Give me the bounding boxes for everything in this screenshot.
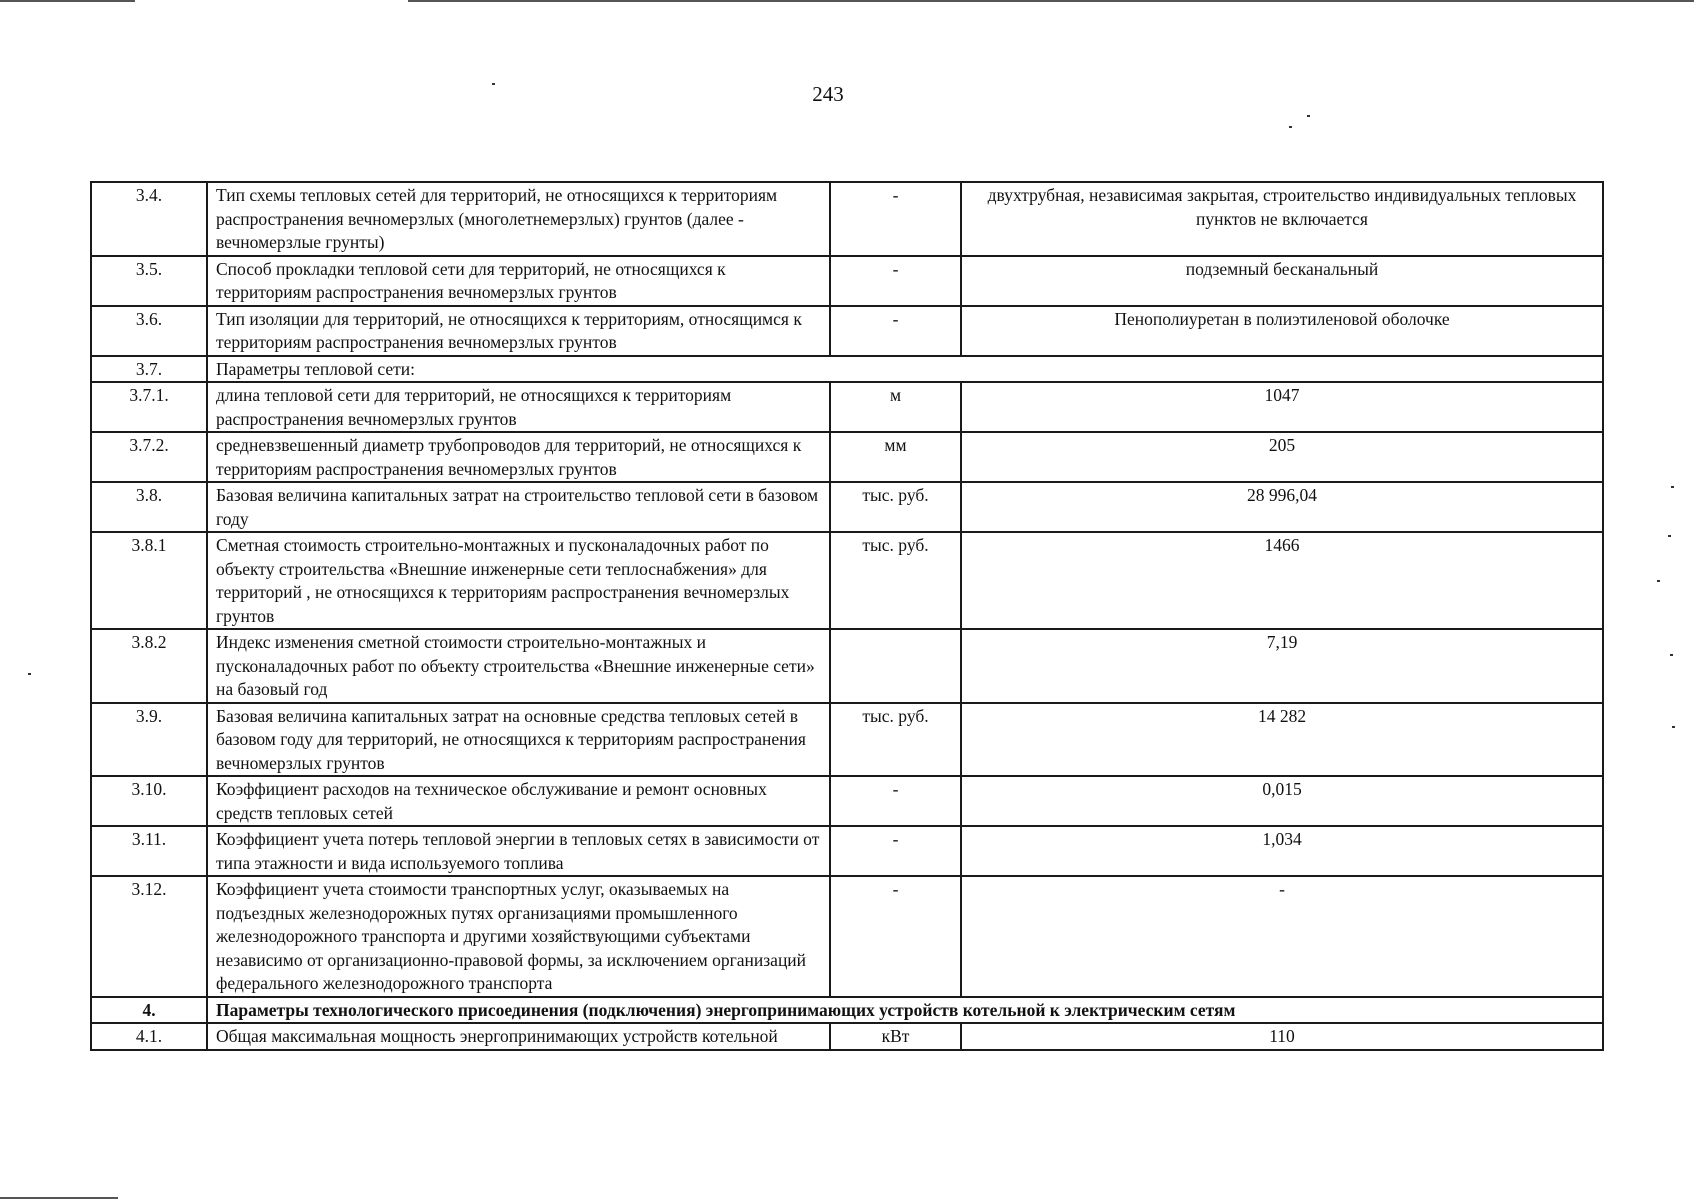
row-unit: тыс. руб. [830, 482, 961, 532]
row-description: Тип схемы тепловых сетей для территорий, не относящихся к территориям распространения вечномерзлых (многолетнемерзлых) грунтов (далее - вечномерзлые грунты) [207, 182, 830, 256]
row-value: 28 996,04 [961, 482, 1603, 532]
row-description: Параметры тепловой сети: [207, 356, 1603, 383]
row-number: 3.8.2 [91, 629, 207, 703]
table-row [91, 182, 1603, 256]
row-number: 4.1. [91, 1023, 207, 1050]
row-number: 3.7.1. [91, 382, 207, 432]
row-description: Коэффициент учета потерь тепловой энергии в тепловых сетях в зависимости от типа этажности и вида используемого топлива [207, 826, 830, 876]
row-description: длина тепловой сети для территорий, не относящихся к территориям распространения вечномерзлых грунтов [207, 382, 830, 432]
table-row-group-heading [91, 356, 1603, 383]
row-number: 3.12. [91, 876, 207, 997]
row-unit: - [830, 776, 961, 826]
row-description: Сметная стоимость строительно-монтажных и пусконаладочных работ по объекту строительства «Внешние инженерные сети теплоснабжения» для территорий , не относящихся к территориям распространения вечномерзлых грунтов [207, 532, 830, 629]
row-number: 3.4. [91, 182, 207, 256]
table-row [91, 382, 1603, 432]
row-value: двухтрубная, независимая закрытая, строительство индивидуальных тепловых пунктов не включается [961, 182, 1603, 256]
row-value: 205 [961, 432, 1603, 482]
row-description: Общая максимальная мощность энергопринимающих устройств котельной [207, 1023, 830, 1050]
row-description: Базовая величина капитальных затрат на строительство тепловой сети в базовом году [207, 482, 830, 532]
row-number: 3.8.1 [91, 532, 207, 629]
scan-speck [1289, 126, 1292, 128]
section-title: Параметры технологического присоединения (подключения) энергопринимающих устройств котельной к электрическим сетям [207, 997, 1603, 1024]
table-row [91, 306, 1603, 356]
scan-speck [1672, 726, 1675, 728]
row-description: Коэффициент учета стоимости транспортных услуг, оказываемых на подъездных железнодорожных путях организациями промышленного железнодорожного транспорта и другими хозяйствующими субъектами независимо от организационно-правовой формы, за исключением организаций федерального железнодорожного транспорта [207, 876, 830, 997]
row-value: 0,015 [961, 776, 1603, 826]
row-number: 3.9. [91, 703, 207, 777]
row-unit: тыс. руб. [830, 703, 961, 777]
table-row [91, 1023, 1603, 1050]
row-unit: кВт [830, 1023, 961, 1050]
row-number: 3.11. [91, 826, 207, 876]
row-number: 3.5. [91, 256, 207, 306]
row-value: 1466 [961, 532, 1603, 629]
row-description: Способ прокладки тепловой сети для территорий, не относящихся к территориям распространения вечномерзлых грунтов [207, 256, 830, 306]
row-description: Тип изоляции для территорий, не относящихся к территориям, относящимся к территориям распространения вечномерзлых грунтов [207, 306, 830, 356]
row-value: 7,19 [961, 629, 1603, 703]
scan-speck [1307, 115, 1310, 117]
scan-speck [28, 673, 31, 675]
row-description: Коэффициент расходов на техническое обслуживание и ремонт основных средств тепловых сетей [207, 776, 830, 826]
row-number: 3.7.2. [91, 432, 207, 482]
row-unit: - [830, 256, 961, 306]
scan-speck [492, 83, 495, 85]
row-value: подземный бесканальный [961, 256, 1603, 306]
row-unit: - [830, 826, 961, 876]
row-value: 1047 [961, 382, 1603, 432]
row-value: - [961, 876, 1603, 997]
row-unit [830, 629, 961, 703]
table-row [91, 256, 1603, 306]
row-description: средневзвешенный диаметр трубопроводов для территорий, не относящихся к территориям распространения вечномерзлых грунтов [207, 432, 830, 482]
table-row [91, 482, 1603, 532]
table-row [91, 703, 1603, 777]
row-unit: - [830, 876, 961, 997]
scan-edge-top-left [0, 0, 135, 2]
page-number: 243 [812, 82, 844, 106]
row-number: 3.6. [91, 306, 207, 356]
table-row [91, 776, 1603, 826]
row-description: Индекс изменения сметной стоимости строительно-монтажных и пусконаладочных работ по объекту строительства «Внешние инженерные сети» на базовый год [207, 629, 830, 703]
row-number: 3.10. [91, 776, 207, 826]
table-row [91, 876, 1603, 997]
row-unit: м [830, 382, 961, 432]
row-number: 3.7. [91, 356, 207, 383]
scan-speck [1671, 486, 1674, 488]
row-value: 14 282 [961, 703, 1603, 777]
scan-speck [1670, 654, 1673, 656]
table-row [91, 432, 1603, 482]
scan-edge-top-right [408, 0, 1694, 2]
scan-edge-bottom-left [0, 1197, 118, 1199]
row-number: 4. [91, 997, 207, 1024]
row-description: Базовая величина капитальных затрат на основные средства тепловых сетей в базовом году для территорий, не относящихся к территориям распространения вечномерзлых грунтов [207, 703, 830, 777]
scan-speck [1668, 535, 1671, 537]
table-row [91, 629, 1603, 703]
row-unit: - [830, 306, 961, 356]
row-number: 3.8. [91, 482, 207, 532]
table-section-heading [91, 997, 1603, 1024]
row-unit: тыс. руб. [830, 532, 961, 629]
table-row [91, 532, 1603, 629]
row-value: 1,034 [961, 826, 1603, 876]
row-value: Пенополиуретан в полиэтиленовой оболочке [961, 306, 1603, 356]
row-unit: - [830, 182, 961, 256]
parameters-table [90, 181, 1604, 1051]
row-unit: мм [830, 432, 961, 482]
row-value: 110 [961, 1023, 1603, 1050]
table-row [91, 826, 1603, 876]
scan-speck [1657, 580, 1660, 582]
